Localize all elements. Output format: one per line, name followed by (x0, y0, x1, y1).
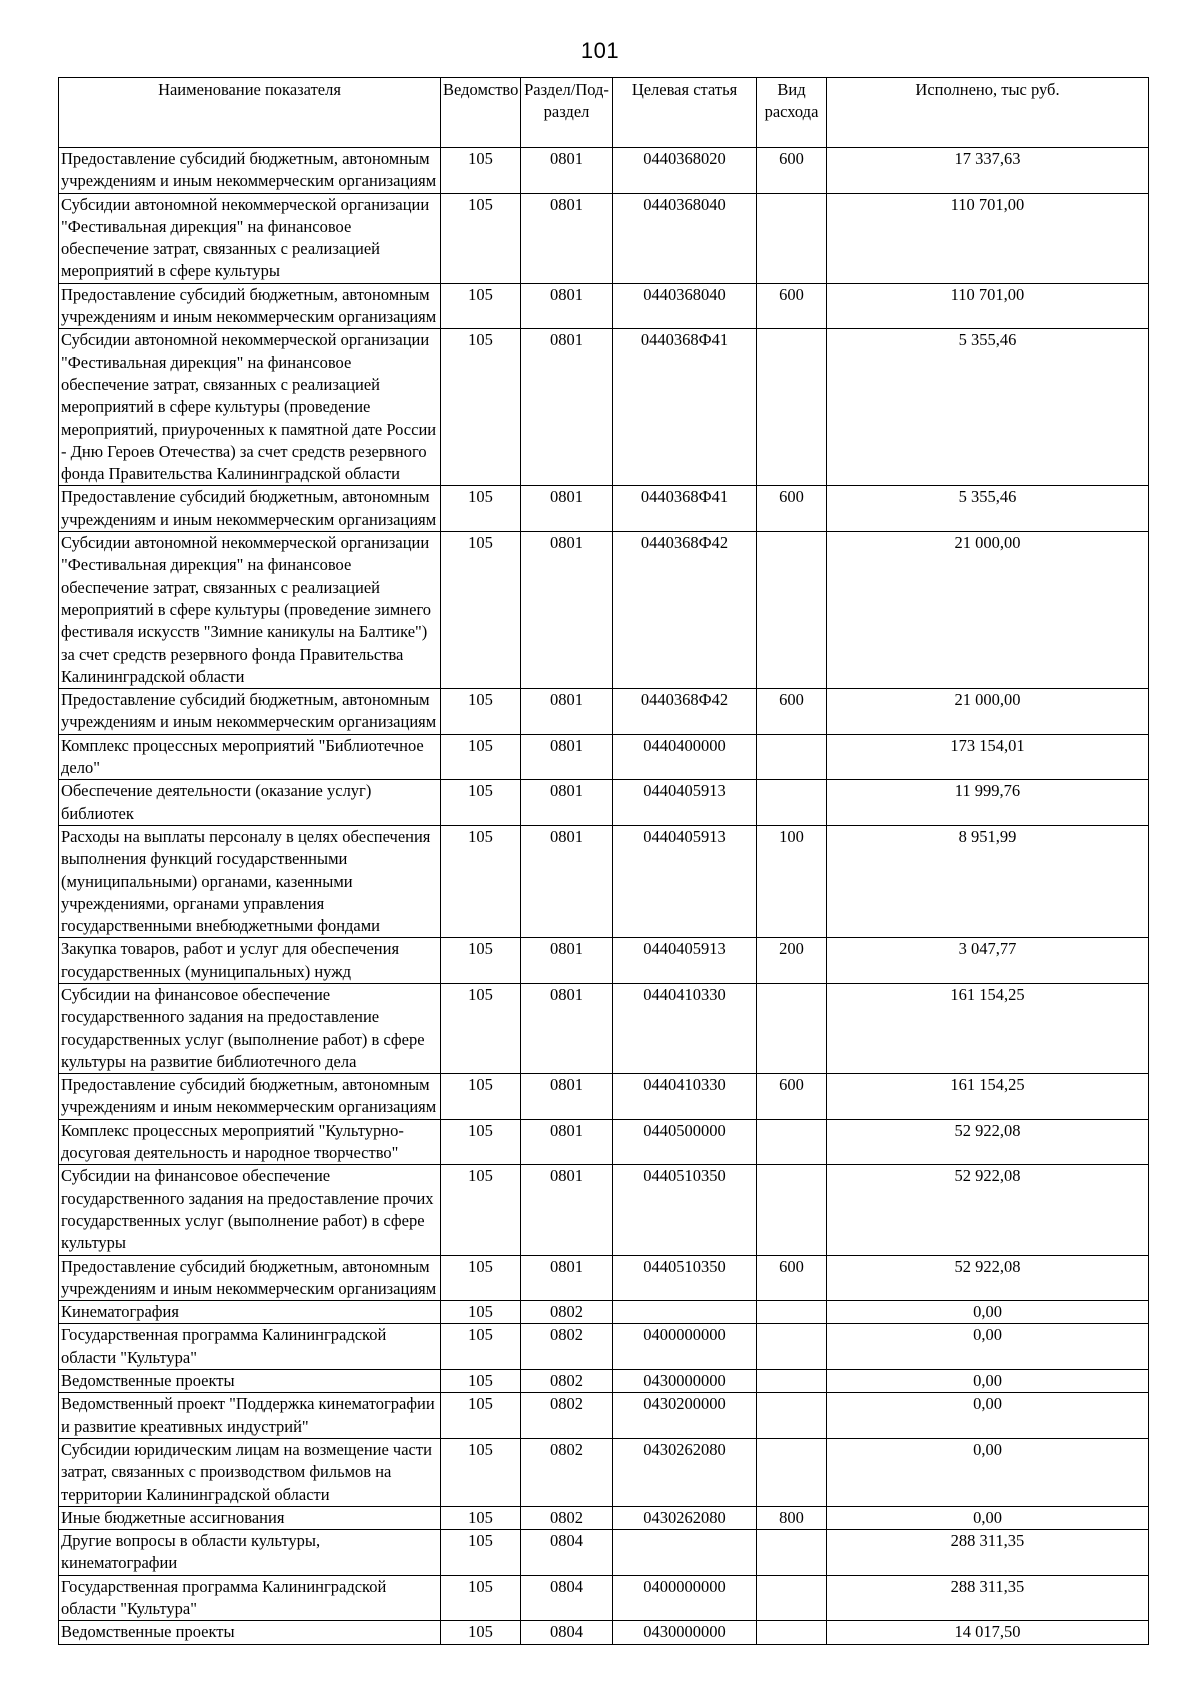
cell-section: 0801 (521, 780, 613, 826)
cell-type (757, 1370, 827, 1393)
cell-dept: 105 (441, 1165, 521, 1255)
cell-target: 0440368040 (613, 193, 757, 283)
budget-execution-table (58, 77, 1149, 1645)
cell-type (757, 1530, 827, 1576)
table-row (59, 283, 1149, 329)
table-header-row (59, 78, 1149, 148)
page-number: 101 (580, 38, 620, 63)
cell-section: 0801 (521, 532, 613, 689)
cell-name: Обеспечение деятельности (оказание услуг) библиотек (59, 780, 441, 826)
cell-name: Комплекс процессных мероприятий "Библиотечное дело" (59, 734, 441, 780)
table-row (59, 148, 1149, 194)
cell-target: 0400000000 (613, 1324, 757, 1370)
cell-dept: 105 (441, 1438, 521, 1506)
cell-target: 0430262080 (613, 1506, 757, 1529)
cell-dept: 105 (441, 1530, 521, 1576)
cell-dept: 105 (441, 689, 521, 735)
cell-type (757, 1621, 827, 1644)
cell-amount: 0,00 (827, 1370, 1149, 1393)
cell-amount: 0,00 (827, 1438, 1149, 1506)
cell-type (757, 1438, 827, 1506)
header-dept: Ведомство (441, 78, 521, 148)
table-row (59, 193, 1149, 283)
cell-name: Ведомственный проект "Поддержка кинематографии и развитие креативных индустрий" (59, 1393, 441, 1439)
cell-dept: 105 (441, 734, 521, 780)
cell-type: 600 (757, 689, 827, 735)
cell-section: 0801 (521, 148, 613, 194)
cell-dept: 105 (441, 1324, 521, 1370)
cell-type (757, 1301, 827, 1324)
cell-name: Предоставление субсидий бюджетным, автономным учреждениям и иным некоммерческим организациям (59, 1074, 441, 1120)
cell-target: 0440510350 (613, 1165, 757, 1255)
table-row (59, 983, 1149, 1073)
cell-amount: 0,00 (827, 1301, 1149, 1324)
cell-amount: 288 311,35 (827, 1575, 1149, 1621)
cell-section: 0802 (521, 1506, 613, 1529)
table-row (59, 1370, 1149, 1393)
cell-target: 0440368Ф41 (613, 329, 757, 486)
cell-name: Другие вопросы в области культуры, кинематографии (59, 1530, 441, 1576)
cell-dept: 105 (441, 1370, 521, 1393)
cell-amount: 21 000,00 (827, 689, 1149, 735)
cell-dept: 105 (441, 780, 521, 826)
table-row (59, 1506, 1149, 1529)
cell-dept: 105 (441, 1506, 521, 1529)
cell-name: Субсидии автономной некоммерческой организации "Фестивальная дирекция" на финансовое обеспечение затрат, связанных с реализацией мероприятий в сфере культуры (проведение зимнего фестиваля искусств "Зимние каникулы на Балтике") за счет средств резервного фонда Правительства Калининградской области (59, 532, 441, 689)
cell-name: Иные бюджетные ассигнования (59, 1506, 441, 1529)
cell-amount: 0,00 (827, 1393, 1149, 1439)
table-row (59, 329, 1149, 486)
table-row (59, 1074, 1149, 1120)
cell-target: 0440405913 (613, 780, 757, 826)
cell-type (757, 329, 827, 486)
table-row (59, 1621, 1149, 1644)
cell-target: 0440368Ф41 (613, 486, 757, 532)
cell-target: 0430000000 (613, 1621, 757, 1644)
cell-dept: 105 (441, 532, 521, 689)
cell-amount: 0,00 (827, 1324, 1149, 1370)
cell-target: 0430262080 (613, 1438, 757, 1506)
cell-type: 600 (757, 486, 827, 532)
cell-amount: 21 000,00 (827, 532, 1149, 689)
cell-dept: 105 (441, 329, 521, 486)
cell-section: 0802 (521, 1301, 613, 1324)
cell-name: Расходы на выплаты персоналу в целях обеспечения выполнения функций государственными (муниципальными) органами, казенными учреждениями, органами управления государственными внебюджетными фондами (59, 825, 441, 937)
cell-dept: 105 (441, 1074, 521, 1120)
table-row (59, 689, 1149, 735)
cell-section: 0801 (521, 938, 613, 984)
cell-amount: 14 017,50 (827, 1621, 1149, 1644)
cell-target: 0440368020 (613, 148, 757, 194)
cell-name: Предоставление субсидий бюджетным, автономным учреждениям и иным некоммерческим организациям (59, 283, 441, 329)
cell-target: 0440400000 (613, 734, 757, 780)
cell-type: 800 (757, 1506, 827, 1529)
header-target: Целевая статья (613, 78, 757, 148)
cell-amount: 288 311,35 (827, 1530, 1149, 1576)
header-type: Вид расхода (757, 78, 827, 148)
cell-type: 600 (757, 148, 827, 194)
cell-amount: 17 337,63 (827, 148, 1149, 194)
cell-dept: 105 (441, 1575, 521, 1621)
cell-name: Комплекс процессных мероприятий "Культурно-досуговая деятельность и народное творчество" (59, 1119, 441, 1165)
table-row (59, 1165, 1149, 1255)
table-row (59, 1255, 1149, 1301)
cell-type (757, 1119, 827, 1165)
cell-name: Предоставление субсидий бюджетным, автономным учреждениям и иным некоммерческим организациям (59, 486, 441, 532)
cell-name: Государственная программа Калининградской области "Культура" (59, 1324, 441, 1370)
table-row (59, 1324, 1149, 1370)
cell-dept: 105 (441, 148, 521, 194)
cell-name: Субсидии автономной некоммерческой организации "Фестивальная дирекция" на финансовое обеспечение затрат, связанных с реализацией мероприятий в сфере культуры (проведение мероприятий, приуроченных к памятной дате России - Дню Героев Отечества) за счет средств резервного фонда Правительства Калининградской области (59, 329, 441, 486)
cell-target (613, 1530, 757, 1576)
cell-section: 0801 (521, 1074, 613, 1120)
cell-section: 0801 (521, 689, 613, 735)
cell-dept: 105 (441, 1255, 521, 1301)
cell-section: 0804 (521, 1621, 613, 1644)
cell-target: 0430000000 (613, 1370, 757, 1393)
cell-section: 0801 (521, 734, 613, 780)
cell-target: 0440410330 (613, 1074, 757, 1120)
cell-type (757, 983, 827, 1073)
cell-amount: 173 154,01 (827, 734, 1149, 780)
cell-dept: 105 (441, 825, 521, 937)
cell-amount: 161 154,25 (827, 1074, 1149, 1120)
cell-type (757, 734, 827, 780)
cell-type (757, 1324, 827, 1370)
cell-target: 0400000000 (613, 1575, 757, 1621)
cell-dept: 105 (441, 1393, 521, 1439)
cell-name: Ведомственные проекты (59, 1621, 441, 1644)
cell-target: 0440368Ф42 (613, 689, 757, 735)
cell-section: 0804 (521, 1530, 613, 1576)
cell-section: 0801 (521, 329, 613, 486)
table-row (59, 532, 1149, 689)
cell-name: Субсидии автономной некоммерческой организации "Фестивальная дирекция" на финансовое обеспечение затрат, связанных с реализацией мероприятий в сфере культуры (59, 193, 441, 283)
cell-amount: 161 154,25 (827, 983, 1149, 1073)
cell-name: Субсидии на финансовое обеспечение государственного задания на предоставление прочих государственных услуг (выполнение работ) в сфере культуры (59, 1165, 441, 1255)
table-row (59, 486, 1149, 532)
cell-name: Ведомственные проекты (59, 1370, 441, 1393)
cell-target: 0440410330 (613, 983, 757, 1073)
cell-target: 0440368040 (613, 283, 757, 329)
cell-amount: 52 922,08 (827, 1255, 1149, 1301)
cell-dept: 105 (441, 938, 521, 984)
cell-type (757, 1575, 827, 1621)
cell-amount: 5 355,46 (827, 486, 1149, 532)
cell-dept: 105 (441, 1621, 521, 1644)
cell-target: 0440405913 (613, 825, 757, 937)
cell-amount: 5 355,46 (827, 329, 1149, 486)
cell-section: 0801 (521, 1255, 613, 1301)
cell-name: Предоставление субсидий бюджетным, автономным учреждениям и иным некоммерческим организациям (59, 689, 441, 735)
cell-name: Закупка товаров, работ и услуг для обеспечения государственных (муниципальных) нужд (59, 938, 441, 984)
table-row (59, 1393, 1149, 1439)
cell-section: 0802 (521, 1393, 613, 1439)
cell-name: Субсидии юридическим лицам на возмещение части затрат, связанных с производством фильмов на территории Калининградской области (59, 1438, 441, 1506)
cell-section: 0802 (521, 1324, 613, 1370)
cell-amount: 52 922,08 (827, 1165, 1149, 1255)
cell-section: 0802 (521, 1370, 613, 1393)
cell-type (757, 532, 827, 689)
cell-amount: 3 047,77 (827, 938, 1149, 984)
cell-amount: 110 701,00 (827, 283, 1149, 329)
table-row (59, 938, 1149, 984)
header-amount: Исполнено, тыс руб. (827, 78, 1149, 148)
table-row (59, 1119, 1149, 1165)
cell-section: 0801 (521, 283, 613, 329)
cell-amount: 52 922,08 (827, 1119, 1149, 1165)
cell-name: Субсидии на финансовое обеспечение государственного задания на предоставление государственных услуг (выполнение работ) в сфере культуры на развитие библиотечного дела (59, 983, 441, 1073)
cell-amount: 0,00 (827, 1506, 1149, 1529)
cell-type (757, 193, 827, 283)
cell-dept: 105 (441, 983, 521, 1073)
table-row (59, 1575, 1149, 1621)
cell-target (613, 1301, 757, 1324)
cell-section: 0801 (521, 193, 613, 283)
cell-dept: 105 (441, 283, 521, 329)
cell-target: 0430200000 (613, 1393, 757, 1439)
cell-target: 0440405913 (613, 938, 757, 984)
cell-target: 0440368Ф42 (613, 532, 757, 689)
cell-type (757, 780, 827, 826)
cell-amount: 8 951,99 (827, 825, 1149, 937)
cell-name: Предоставление субсидий бюджетным, автономным учреждениям и иным некоммерческим организациям (59, 1255, 441, 1301)
table-row (59, 734, 1149, 780)
cell-type: 600 (757, 1255, 827, 1301)
cell-section: 0802 (521, 1438, 613, 1506)
cell-dept: 105 (441, 486, 521, 532)
cell-section: 0801 (521, 983, 613, 1073)
cell-section: 0801 (521, 1165, 613, 1255)
cell-dept: 105 (441, 1119, 521, 1165)
header-name: Наименование показателя (59, 78, 441, 148)
cell-section: 0801 (521, 825, 613, 937)
cell-name: Предоставление субсидий бюджетным, автономным учреждениям и иным некоммерческим организациям (59, 148, 441, 194)
cell-type: 600 (757, 1074, 827, 1120)
table-row (59, 1301, 1149, 1324)
cell-dept: 105 (441, 193, 521, 283)
cell-amount: 11 999,76 (827, 780, 1149, 826)
cell-dept: 105 (441, 1301, 521, 1324)
table-row (59, 780, 1149, 826)
table-row (59, 1438, 1149, 1506)
cell-name: Государственная программа Калининградской области "Культура" (59, 1575, 441, 1621)
cell-amount: 110 701,00 (827, 193, 1149, 283)
cell-type (757, 1165, 827, 1255)
cell-type (757, 1393, 827, 1439)
cell-name: Кинематография (59, 1301, 441, 1324)
cell-target: 0440500000 (613, 1119, 757, 1165)
cell-section: 0801 (521, 1119, 613, 1165)
cell-section: 0804 (521, 1575, 613, 1621)
cell-type: 100 (757, 825, 827, 937)
table-row (59, 825, 1149, 937)
table-row (59, 1530, 1149, 1576)
table-body (59, 148, 1149, 1645)
cell-type: 600 (757, 283, 827, 329)
cell-type: 200 (757, 938, 827, 984)
header-section: Раздел/Под-раздел (521, 78, 613, 148)
cell-target: 0440510350 (613, 1255, 757, 1301)
cell-section: 0801 (521, 486, 613, 532)
